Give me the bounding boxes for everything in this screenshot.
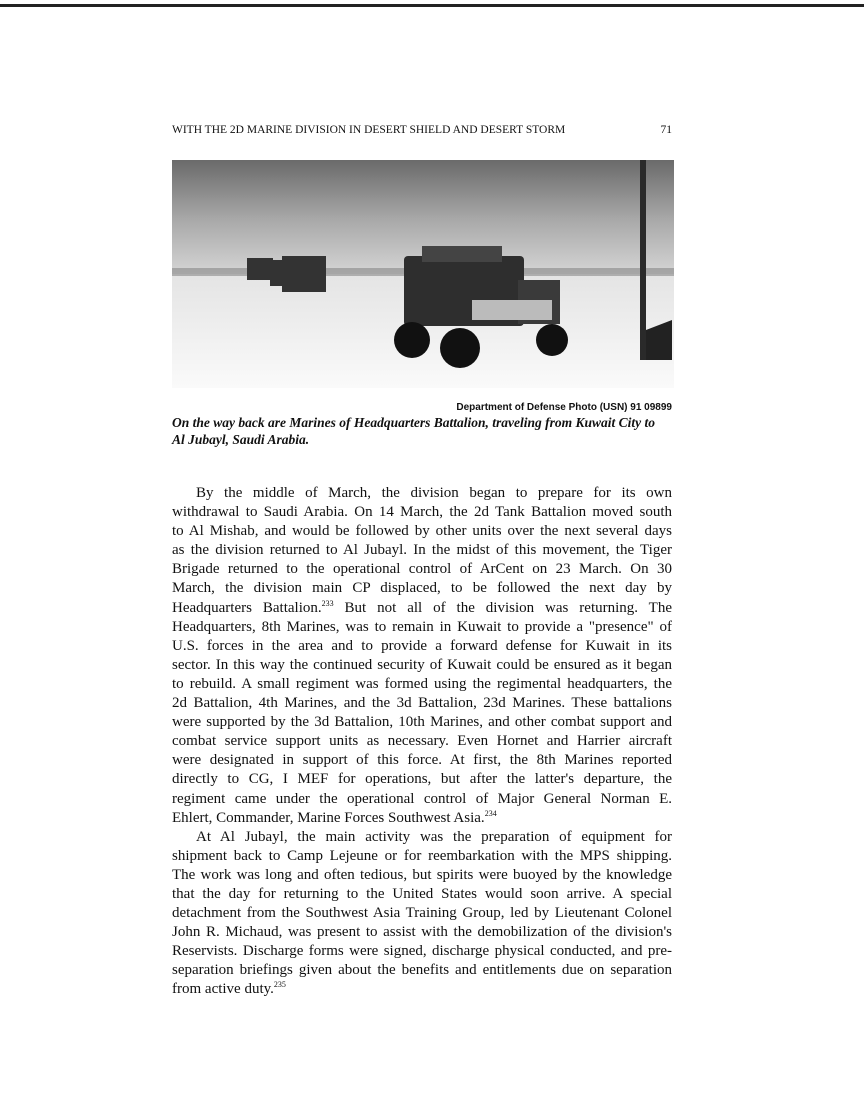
line-text: regiment came under the operational control of Major General Norman E. xyxy=(172,790,672,807)
photo-caption xyxy=(172,414,672,448)
text-line xyxy=(172,541,672,560)
line-text: detachment from the Southwest Asia Training Group, led by Lieutenant Colonel xyxy=(172,905,672,922)
line-text: withdrawal to Saudi Arabia. On 14 March, the 2d Tank Battalion moved south xyxy=(172,504,672,521)
text-line xyxy=(172,579,672,598)
line-text: But not all of the division was returning. The xyxy=(333,599,672,616)
caption-line: Al Jubayl, Saudi Arabia. xyxy=(172,432,310,447)
line-text: combat service support units as necessary. Even Hornet and Harrier aircraft xyxy=(172,733,672,750)
text-line xyxy=(172,923,672,942)
line-text: sector. In this way the continued security of Kuwait could be ensured as it began xyxy=(172,656,672,673)
text-line xyxy=(172,809,672,828)
footnote-ref: 233 xyxy=(321,598,334,608)
line-text: Headquarters Battalion. xyxy=(172,599,322,616)
line-text: By the middle of March, the division began to prepare for its own xyxy=(196,485,672,501)
footnote-ref: 234 xyxy=(484,808,497,818)
line-text: At Al Jubayl, the main activity was the preparation of equipment for xyxy=(196,828,672,845)
running-header xyxy=(172,124,672,136)
line-text: were designated in support of this force. At first, the 8th Marines reported xyxy=(172,752,672,769)
text-line xyxy=(172,866,672,885)
text-line xyxy=(172,770,672,789)
text-line xyxy=(172,675,672,694)
text-line xyxy=(172,942,672,961)
text-line xyxy=(172,618,672,637)
text-line xyxy=(172,637,672,656)
line-text: March, the division main CP displaced, to be followed the next day by xyxy=(172,580,672,597)
text-line xyxy=(172,847,672,866)
line-text: to Al Mishab, and would be followed by other units over the next several days xyxy=(172,523,672,540)
text-line xyxy=(172,885,672,904)
photo-humvee-convoy xyxy=(172,160,674,388)
text-line xyxy=(172,656,672,675)
text-line xyxy=(172,694,672,713)
text-line xyxy=(172,961,672,980)
text-line xyxy=(172,904,672,923)
caption-line: On the way back are Marines of Headquarters Battalion, traveling from Kuwait City to xyxy=(172,415,656,430)
text-line xyxy=(172,751,672,770)
line-text: 2d Battalion, 4th Marines, and the 3d Battalion, 23d Marines. These battalions xyxy=(172,695,672,712)
page-number: 71 xyxy=(660,124,672,136)
line-text: to rebuild. A small regiment was formed using the regimental headquarters, the xyxy=(172,675,672,692)
line-text: Reservists. Discharge forms were signed, discharge physical conducted, and pre- xyxy=(172,943,672,960)
line-text: U.S. forces in the area and to provide a forward defense for Kuwait in its xyxy=(172,637,672,654)
line-text: that the day for returning to the United States would soon arrive. A special xyxy=(172,885,672,902)
line-text: The work was long and often tedious, but spirits were buoyed by the knowledge xyxy=(172,866,672,883)
line-text: John R. Michaud, was present to assist with the demobilization of the division's xyxy=(172,924,672,941)
running-title: WITH THE 2D MARINE DIVISION IN DESERT SHIELD AND DESERT STORM xyxy=(172,124,566,136)
text-line xyxy=(172,828,672,847)
text-line xyxy=(172,980,672,999)
line-text: Brigade returned to the operational control of ArCent on 23 March. On 30 xyxy=(172,561,672,578)
text-line xyxy=(172,790,672,809)
body-text xyxy=(172,484,672,1000)
line-text: Ehlert, Commander, Marine Forces Southwest Asia. xyxy=(172,809,485,826)
line-text: were supported by the 3d Battalion, 10th Marines, and other combat support and xyxy=(172,714,672,731)
text-line xyxy=(172,599,672,618)
footnote-ref: 235 xyxy=(273,980,286,990)
text-line xyxy=(172,503,672,522)
line-text: from active duty. xyxy=(172,981,274,998)
top-rule xyxy=(0,4,864,7)
text-line xyxy=(172,713,672,732)
photo-credit: Department of Defense Photo (USN) 91 09899 xyxy=(456,402,672,413)
line-text: as the division returned to Al Jubayl. In the midst of this movement, the Tiger xyxy=(172,542,672,559)
text-line xyxy=(172,560,672,579)
line-text: directly to CG, I MEF for operations, but after the latter's departure, the xyxy=(172,771,672,788)
text-line xyxy=(172,522,672,541)
text-line xyxy=(172,484,672,503)
text-line xyxy=(172,732,672,751)
line-text: Headquarters, 8th Marines, was to remain in Kuwait to provide a "presence" of xyxy=(172,618,672,635)
line-text: shipment back to Camp Lejeune or for reembarkation with the MPS shipping. xyxy=(172,847,672,864)
line-text: separation briefings given about the benefits and entitlements due on separation xyxy=(172,962,672,979)
